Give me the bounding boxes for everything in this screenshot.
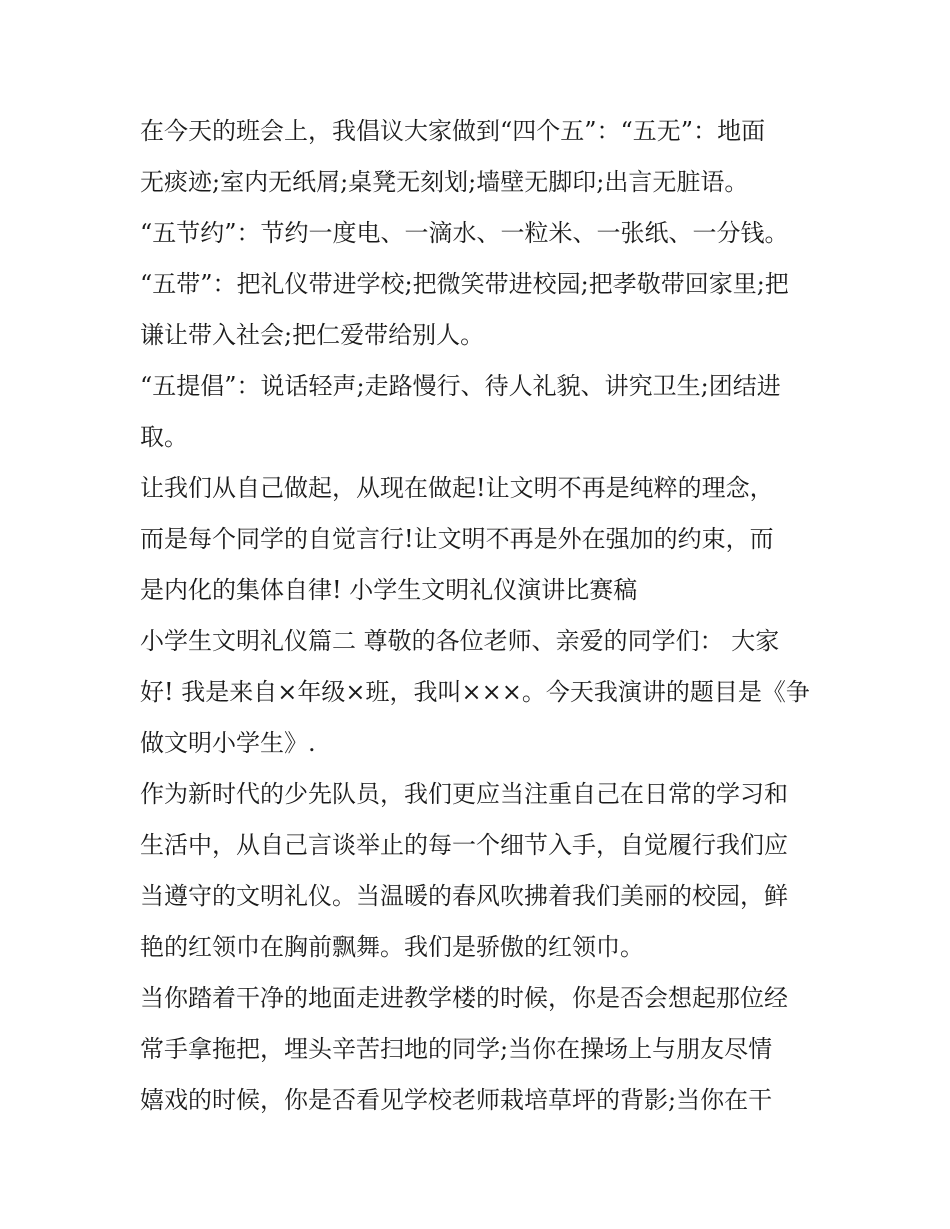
document-body [140, 106, 830, 1126]
text-line: 无痰迹;室内无纸屑;桌凳无刻划;墙壁无脚印;出言无脏语。 [140, 168, 749, 196]
text-line: 常手拿拖把，埋头辛苦扫地的同学;当你在操场上与朋友尽情 [140, 1035, 773, 1063]
text-line: 是内化的集体自律! 小学生文明礼仪演讲比赛稿 [140, 576, 638, 604]
text-line: 而是每个同学的自觉言行!让文明不再是外在强加的约束，而 [140, 525, 774, 553]
text-line: “五带”：把礼仪带进学校;把微笑带进校园;把孝敬带回家里;把 [140, 270, 789, 298]
text-line: 艳的红领巾在胸前飘舞。我们是骄傲的红领巾。 [140, 933, 644, 961]
text-line: 谦让带入社会;把仁爱带给别人。 [140, 321, 485, 349]
text-line: 当你踏着干净的地面走进教学楼的时候，你是否会想起那位经 [140, 984, 788, 1012]
text-line: 当遵守的文明礼仪。当温暖的春风吹拂着我们美丽的校园，鲜 [140, 882, 788, 910]
text-line: 生活中，从自己言谈举止的每一个细节入手，自觉履行我们应 [140, 831, 788, 859]
text-line: 嬉戏的时候，你是否看见学校老师栽培草坪的背影;当你在干 [140, 1086, 773, 1114]
text-line: 在今天的班会上，我倡议大家做到“四个五”：“五无”：地面 [140, 117, 766, 145]
text-line: 好! 我是来自×年级×班，我叫×××。今天我演讲的题目是《争 [140, 678, 810, 706]
text-line: “五提倡”：说话轻声;走路慢行、待人礼貌、讲究卫生;团结进 [140, 372, 781, 400]
text-line: 取。 [140, 423, 188, 451]
text-line: 小学生文明礼仪篇二 尊敬的各位老师、亲爱的同学们： 大家 [140, 627, 780, 655]
text-line: 让我们从自己做起，从现在做起!让文明不再是纯粹的理念， [140, 474, 774, 502]
text-line: 作为新时代的少先队员，我们更应当注重自己在日常的学习和 [140, 780, 788, 808]
text-line: 做文明小学生》. [140, 729, 316, 757]
text-line: “五节约”：节约一度电、一滴水、一粒米、一张纸、一分钱。 [140, 219, 789, 247]
